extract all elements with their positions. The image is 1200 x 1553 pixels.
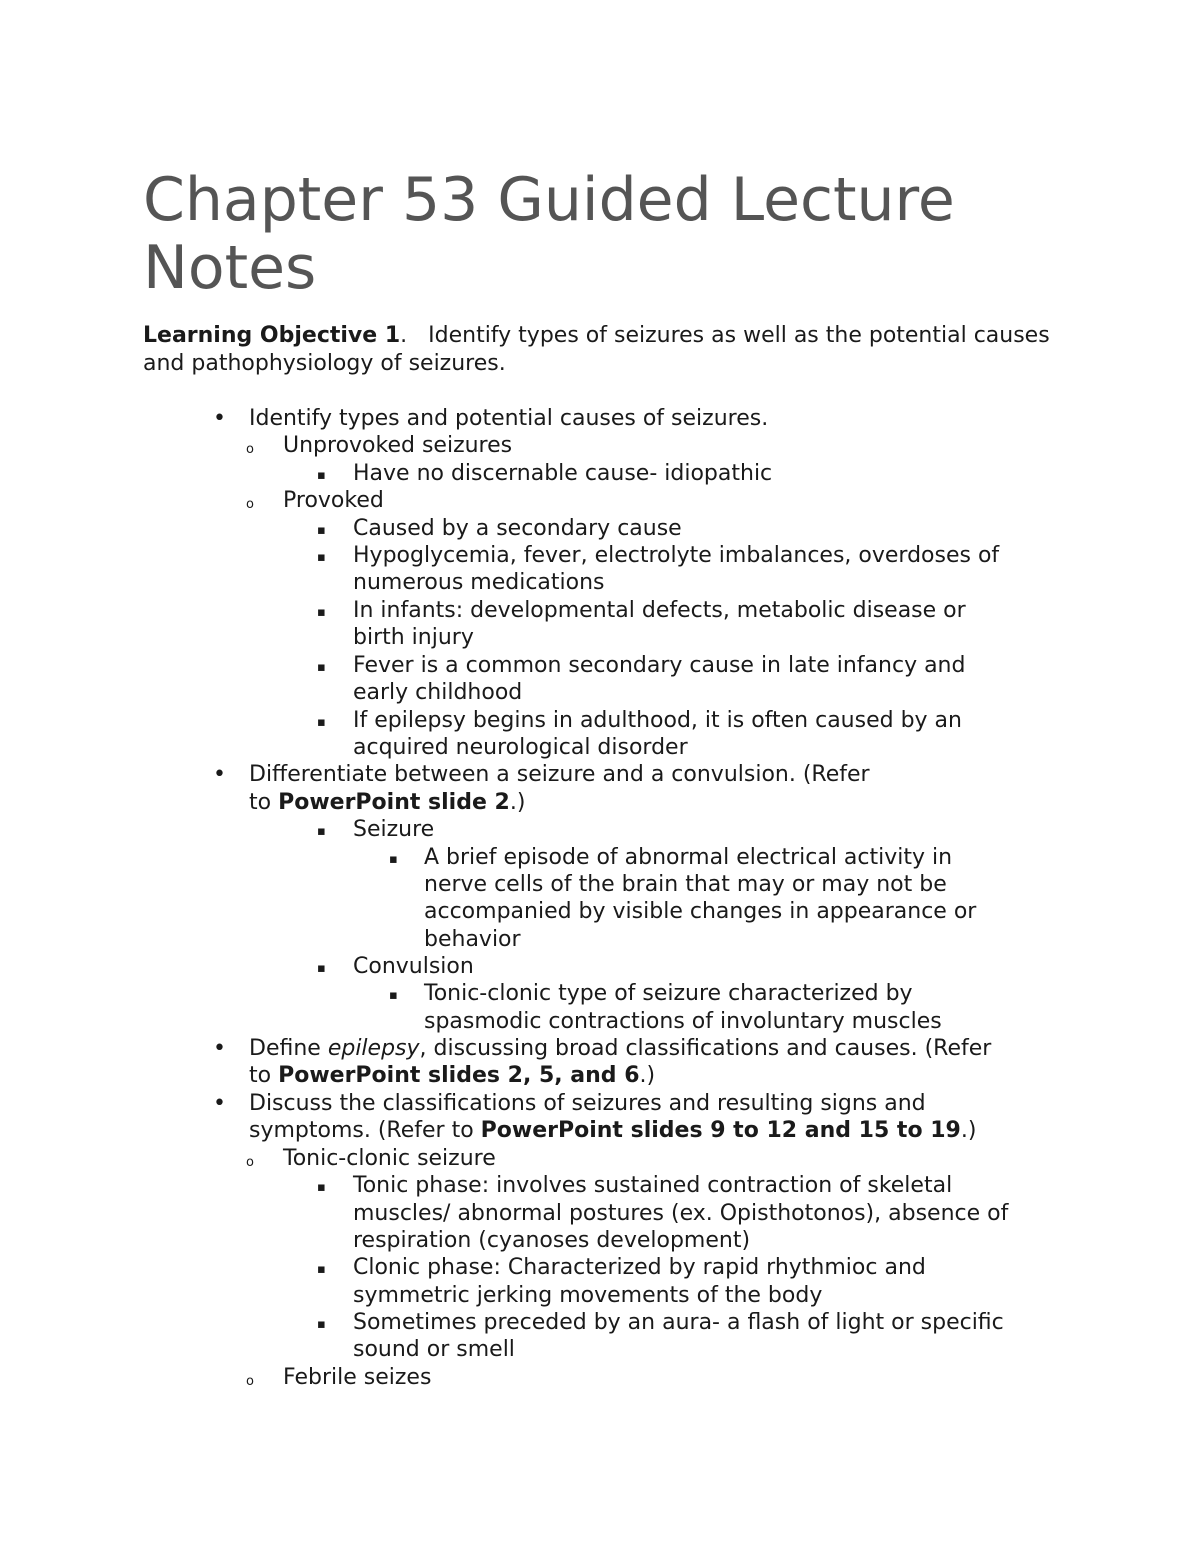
text-run: , discussing broad classifications and causes. (Refer (419, 1036, 992, 1061)
square-bullet-icon: ▪ (317, 550, 326, 565)
list-item: Have no discernable cause- idiopathic (353, 461, 773, 486)
circle-bullet-icon: o (246, 1155, 254, 1170)
list-item-continuation: early childhood (353, 680, 523, 705)
square-bullet-icon: ▪ (317, 468, 326, 483)
list-item: Convulsion (353, 954, 474, 979)
square-bullet-icon: ▪ (317, 1180, 326, 1195)
objective-text: Identify types of seizures as well as the potential causes and pathophysiology of seizures. (143, 323, 1050, 376)
square-bullet-icon: ▪ (317, 824, 326, 839)
list-item-continuation: accompanied by visible changes in appearance or (424, 899, 977, 924)
list-item-continuation: muscles/ abnormal postures (ex. Opisthotonos), absence of (353, 1201, 1009, 1226)
disc-bullet-icon: • (213, 1036, 226, 1061)
text-run: to (249, 790, 279, 815)
disc-bullet-icon: • (213, 762, 226, 787)
emphasized-term: epilepsy (327, 1036, 420, 1061)
circle-bullet-icon: o (246, 442, 254, 457)
square-bullet-icon: ▪ (317, 961, 326, 976)
list-item: Tonic-clonic type of seizure characterized by (424, 981, 913, 1006)
list-item: Unprovoked seizures (283, 433, 513, 458)
list-item-continuation (249, 1062, 655, 1089)
list-item: Febrile seizes (283, 1365, 432, 1390)
disc-bullet-icon: • (213, 406, 226, 431)
list-item: If epilepsy begins in adulthood, it is often caused by an (353, 708, 962, 733)
list-item-continuation: birth injury (353, 625, 474, 650)
text-run: .) (639, 1063, 656, 1088)
text-run: symptoms. (Refer to (249, 1118, 481, 1143)
powerpoint-reference: PowerPoint slide 2 (278, 790, 510, 815)
list-item-continuation: symmetric jerking movements of the body (353, 1283, 823, 1308)
list-item: Differentiate between a seizure and a convulsion. (Refer (249, 762, 870, 787)
circle-bullet-icon: o (246, 497, 254, 512)
square-bullet-icon: ▪ (317, 605, 326, 620)
list-item: In infants: developmental defects, metabolic disease or (353, 598, 966, 623)
list-item: A brief episode of abnormal electrical activity in (424, 845, 953, 870)
list-item-continuation: acquired neurological disorder (353, 735, 688, 760)
list-item-continuation: spasmodic contractions of involuntary muscles (424, 1009, 942, 1034)
list-item-continuation: behavior (424, 927, 521, 952)
list-item: Tonic phase: involves sustained contraction of skeletal (353, 1173, 953, 1198)
list-item: Fever is a common secondary cause in late infancy and (353, 653, 966, 678)
list-item: Caused by a secondary cause (353, 516, 682, 541)
powerpoint-reference: PowerPoint slides 2, 5, and 6 (278, 1063, 640, 1088)
square-bullet-icon: ▪ (317, 523, 326, 538)
disc-bullet-icon: • (213, 1091, 226, 1116)
list-item: Tonic-clonic seizure (283, 1146, 496, 1171)
list-item: Clonic phase: Characterized by rapid rhythmioc and (353, 1255, 926, 1280)
list-item: Sometimes preceded by an aura- a flash of light or specific (353, 1310, 1004, 1335)
text-run: .) (509, 790, 526, 815)
square-bullet-icon: ▪ (389, 988, 398, 1003)
list-item-continuation (249, 1117, 976, 1144)
list-item-continuation: respiration (cyanoses development) (353, 1228, 751, 1253)
list-item-continuation (249, 789, 525, 816)
list-item-continuation: sound or smell (353, 1337, 515, 1362)
list-item-continuation: nerve cells of the brain that may or may not be (424, 872, 947, 897)
learning-objective (143, 322, 1063, 378)
list-item: Provoked (283, 488, 384, 513)
circle-bullet-icon: o (246, 1374, 254, 1389)
text-run: Define (249, 1036, 328, 1061)
list-item (249, 1035, 991, 1062)
list-item: Seizure (353, 817, 435, 842)
text-run: .) (960, 1118, 977, 1143)
list-item: Discuss the classifications of seizures and resulting signs and (249, 1091, 926, 1116)
square-bullet-icon: ▪ (317, 660, 326, 675)
powerpoint-reference: PowerPoint slides 9 to 12 and 15 to 19 (480, 1118, 961, 1143)
list-item: Hypoglycemia, fever, electrolyte imbalances, overdoses of (353, 543, 1000, 568)
square-bullet-icon: ▪ (317, 1262, 326, 1277)
square-bullet-icon: ▪ (317, 715, 326, 730)
list-item: Identify types and potential causes of seizures. (249, 406, 769, 431)
list-item-continuation: numerous medications (353, 570, 605, 595)
objective-label: Learning Objective 1 (143, 323, 401, 348)
objective-separator: . (400, 323, 408, 348)
page-title: Chapter 53 Guided Lecture Notes (143, 165, 955, 303)
text-run: to (249, 1063, 279, 1088)
square-bullet-icon: ▪ (389, 852, 398, 867)
square-bullet-icon: ▪ (317, 1317, 326, 1332)
